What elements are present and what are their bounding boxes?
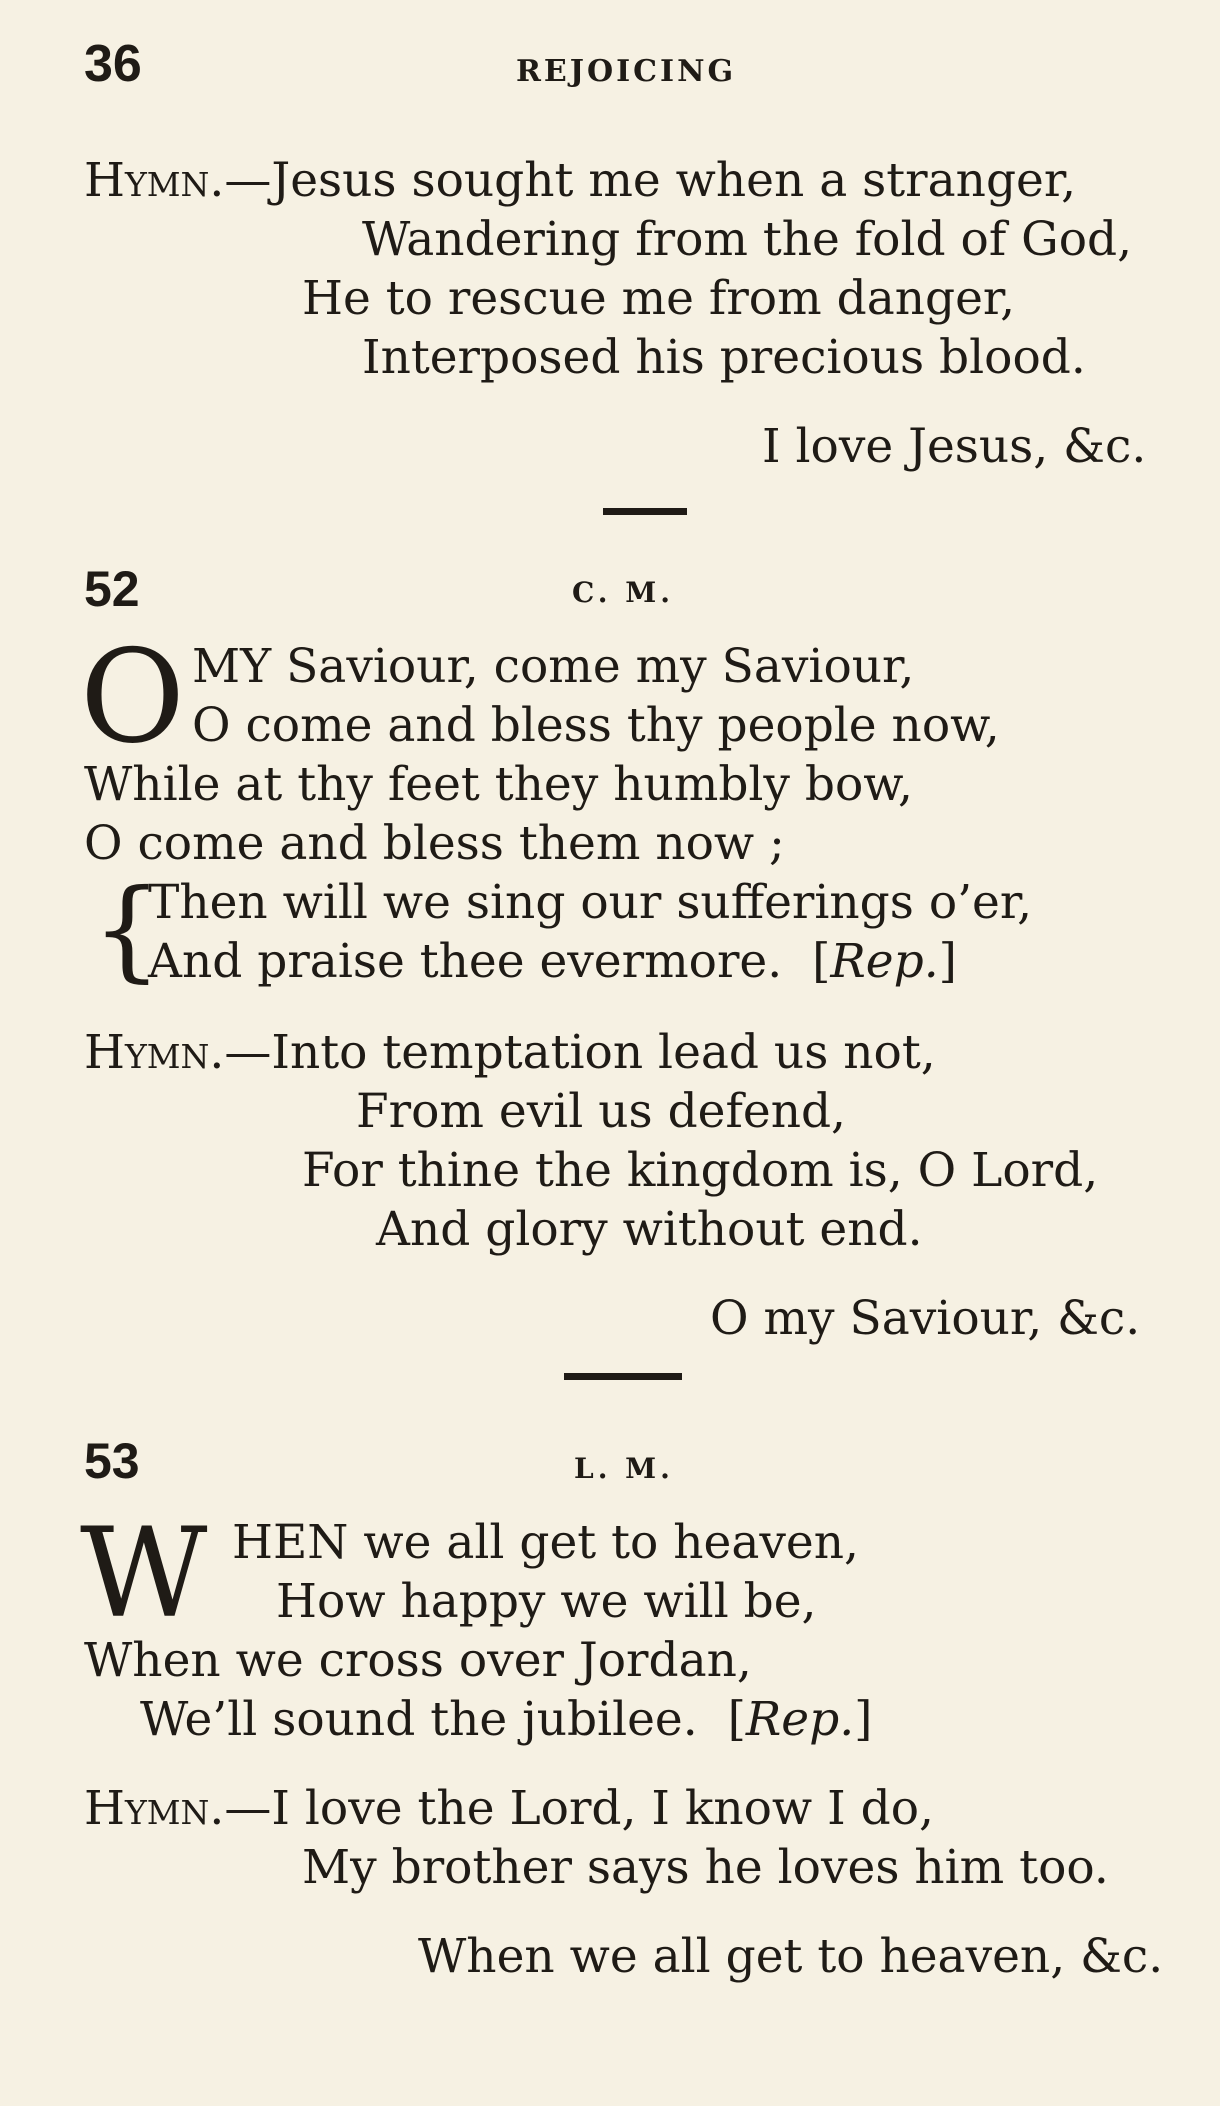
verse-line: —I love the Lord, I know I do, [224, 1781, 934, 1836]
song-53-meter: L. M. [574, 1452, 674, 1485]
song-53-line-4: We’ll sound the jubilee. [Rep.] [140, 1692, 873, 1747]
song-52-line-3: While at thy feet they humbly bow, [84, 757, 913, 812]
first-word: HEN [232, 1515, 349, 1570]
song-52-hymn-line-4: And glory without end. [376, 1202, 923, 1257]
song-53-dropcap: W [80, 1502, 208, 1646]
song-53-line-1 [232, 1514, 859, 1572]
repeat-mark: Rep. [745, 1692, 855, 1747]
song-52-hymn-line-2: From evil us defend, [356, 1084, 846, 1139]
song-53-line-2: How happy we will be, [276, 1574, 817, 1629]
section-divider [603, 508, 687, 515]
song-52-line-1 [192, 638, 914, 696]
hymn-prev-line-1 [84, 152, 1076, 210]
hymn-prev-line-2: Wandering from the fold of God, [362, 212, 1133, 267]
verse-line: Saviour, come my Saviour, [286, 639, 915, 694]
song-53-line-3: When we cross over Jordan, [84, 1633, 752, 1688]
song-53-hymn-line-1 [84, 1780, 934, 1838]
song-52-line-2: O come and bless thy people now, [192, 698, 1000, 753]
song-52-hymn-line-3: For thine the kingdom is, O Lord, [302, 1143, 1099, 1198]
song-52-number: 52 [84, 561, 140, 617]
hymn-prev-chorus: I love Jesus, &c. [762, 419, 1147, 474]
song-53-number: 53 [84, 1433, 140, 1489]
hymn-prev-line-4: Interposed his precious blood. [362, 330, 1086, 385]
hymn-label: Hymn. [84, 153, 225, 208]
song-52-line-4: O come and bless them now ; [84, 816, 785, 871]
running-head: REJOICING [516, 54, 737, 89]
song-53-hymn-line-2: My brother says he loves him too. [302, 1840, 1109, 1895]
song-53-chorus: When we all get to heaven, &c. [418, 1929, 1164, 1984]
hymn-label: Hymn. [84, 1781, 225, 1836]
song-52-dropcap: O [80, 623, 185, 772]
verse-line: We’ll sound the jubilee. [140, 1692, 698, 1747]
song-52-meter: C. M. [572, 576, 675, 609]
repeat-brace-icon: { [92, 865, 162, 993]
verse-line: And praise thee evermore. [148, 934, 783, 989]
song-52-chorus: O my Saviour, &c. [710, 1291, 1141, 1346]
verse-line: we all get to heaven, [363, 1515, 859, 1570]
verse-line: —Into temptation lead us not, [224, 1025, 936, 1080]
repeat-mark: Rep. [830, 934, 939, 989]
hymn-label: Hymn. [84, 1025, 225, 1080]
song-52-hymn-line-1 [84, 1024, 936, 1082]
page-number: 36 [84, 35, 142, 93]
song-52-line-5: Then will we sing our sufferings o’er, [148, 875, 1033, 930]
first-word: MY [192, 639, 272, 694]
verse-line: —Jesus sought me when a stranger, [224, 153, 1077, 208]
hymn-prev-line-3: He to rescue me from danger, [302, 271, 1016, 326]
section-divider [564, 1373, 682, 1380]
song-52-line-6: And praise thee evermore. [Rep.] [148, 934, 957, 989]
